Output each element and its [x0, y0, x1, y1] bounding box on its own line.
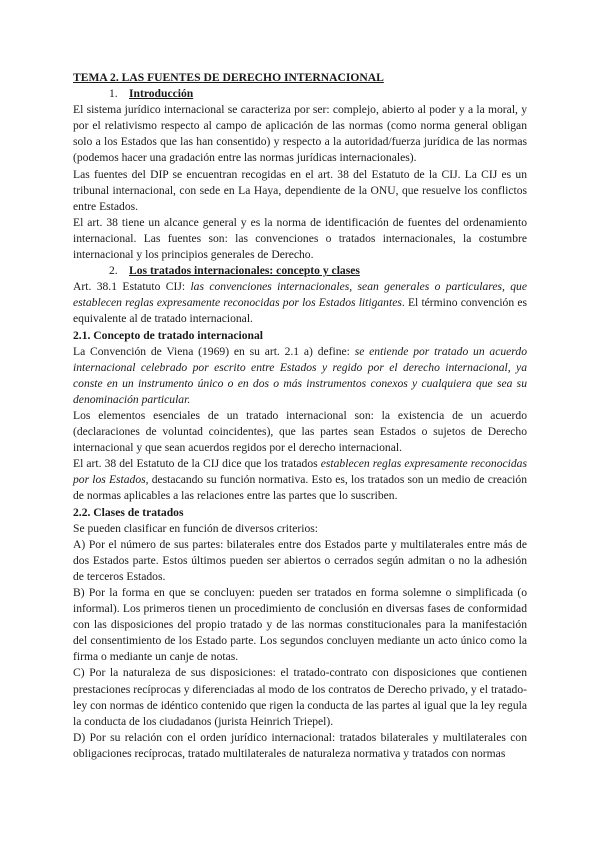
section-heading-introduccion [73, 86, 527, 102]
quote-run: establecen reglas expresamente reconocidas por los Estados [73, 457, 527, 487]
paragraph-clase-d: D) Por su relación con el orden jurídico internacional: tratados bilaterales y multilaterales con obligaciones recíprocas, tratado multilaterales de naturaleza normativa y tratados con normas [73, 730, 527, 760]
paragraph-clase-b: B) Por la forma en que se concluyen: pueden ser tratados en forma solemne o simplificada (o informal). Los primeros tienen un procedimiento de conclusión en diversas fases de conformidad con las disposiciones del propio tratado y de las normas constitucionales para la manifestación del consentimiento de los Estado parte. Los segundos concluyen mediante un acto único como la firma o mediante un canje de notas. [73, 586, 527, 664]
paragraph-fuentes-dip: Las fuentes del DIP se encuentran recogidas en el art. 38 del Estatuto de la CIJ. La CIJ es un tribunal internacional, con sede en La Haya, dependiente de la ONU, que resuelve los conflictos entre Estados. [73, 167, 527, 213]
section-title: Los tratados internacionales: concepto y clases [129, 264, 360, 278]
subsection-heading-concepto: 2.1. Concepto de tratado internacional [73, 328, 263, 342]
text-run: , destacando su función normativa. Esto es, los tratados son un medio de creación de normas aplicables a las relaciones entre las partes que lo suscriben. [73, 473, 527, 503]
text-run: Art. 38.1 Estatuto CIJ: [73, 280, 191, 294]
paragraph-estatuto-cij [73, 279, 527, 327]
paragraph-clase-c: C) Por la naturaleza de sus disposiciones: el tratado-contrato con disposiciones que contienen prestaciones recíprocas y diferenciadas al modo de los contratos de Derecho privado, y el tratado-ley con normas de idéntico contenido que rigen la conducta de las partes al igual que la ley regula la conducta de los ciudadanos (jurista Heinrich Triepel). [73, 666, 527, 728]
text-run: La Convención de Viena (1969) en su art. 2.1 a) define: [73, 344, 355, 358]
section-number: 1. [109, 87, 118, 101]
document-title: TEMA 2. LAS FUENTES DE DERECHO INTERNACIONAL [73, 71, 384, 84]
paragraph-elementos-esenciales: Los elementos esenciales de un tratado internacional son: la existencia de un acuerdo (declaraciones de voluntad coincidentes), que las partes sean Estados o sujetos de Derecho internacional y que sean acuerdos regidos por el derecho internacional. [73, 408, 527, 455]
subsection-heading-clases: 2.2. Clases de tratados [73, 505, 184, 519]
paragraph-funcion-normativa [73, 456, 527, 504]
paragraph-art-38: El art. 38 tiene un alcance general y es la norma de identificación de fuentes del ordenamiento internacional. Las fuentes son: las convenciones o tratados internacionales, la costumbre internacional y los principios generales de Derecho. [73, 215, 527, 262]
quote-run: se entiende por tratado un acuerdo internacional celebrado por escrito entre Estados y regido por el derecho internacional, ya conste en un instrumento único o en dos o más instrumentos conexos y cualquiera que sea su denominación particular. [73, 344, 527, 406]
section-title: Introducción [129, 87, 194, 101]
text-run: . El término convención es equivalente al de tratado internacional. [73, 296, 527, 326]
section-number: 2. [109, 264, 118, 278]
section-heading-tratados [73, 263, 527, 279]
paragraph-clase-a: A) Por el número de sus partes: bilaterales entre dos Estados parte y multilaterales entre más de dos Estados parte. Estos últimos pueden ser abiertos o cerrados según admitan o no la adhesión de terceros Estados. [73, 537, 527, 583]
paragraph-criterios: Se pueden clasificar en función de diversos criterios: [73, 521, 318, 535]
quote-run: las convenciones internacionales, sean generales o particulares, que establecen reglas expresamente reconocidas por los Estados litigantes [73, 280, 527, 310]
text-run: El art. 38 del Estatuto de la CIJ dice que los tratados [73, 457, 321, 471]
paragraph-convencion-viena [73, 344, 527, 408]
paragraph-sistema-juridico: El sistema jurídico internacional se caracteriza por ser: complejo, abierto al poder y a la moral, y por el relativismo respecto al campo de aplicación de las normas (como norma general obligan solo a los Estados que las han consentido) y respecto a la autoridad/fuerza jurídica de las normas (podemos hacer una gradación entre las normas jurídicas internacionales). [73, 103, 527, 165]
